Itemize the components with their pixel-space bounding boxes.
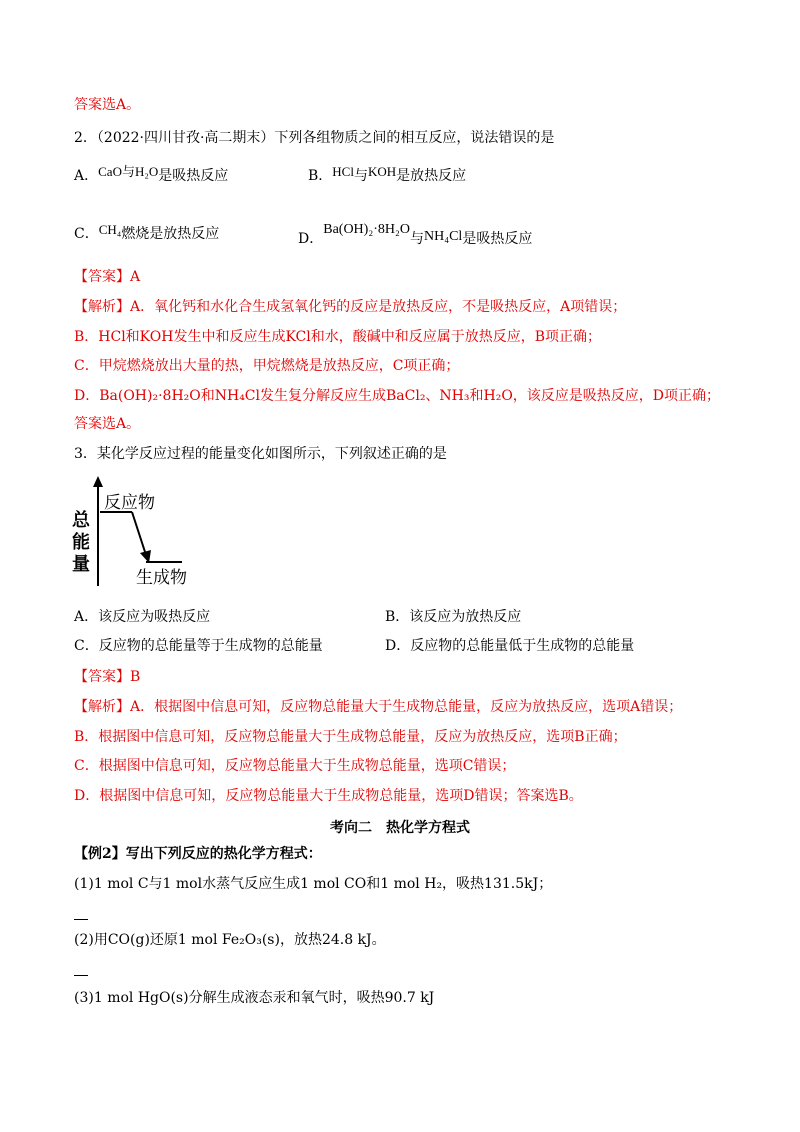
q2-explanation-4: D．Ba(OH)₂·8H₂O和NH₄Cl发生复分解反应生成BaCl₂、NH₃和H₂O，该反应是吸热反应，D项正确； — [74, 388, 721, 404]
q3-explanation-4: D．根据图中信息可知，反应物总能量大于生成物总能量，选项D错误；答案选B。 — [74, 788, 583, 804]
nh4cl-formula: NH₄Cl — [423, 229, 463, 244]
option-d-text: 是吸热反应 — [462, 231, 533, 247]
ch4-formula: CH₄ — [98, 222, 122, 237]
koh-formula: KOH — [367, 164, 397, 179]
h2o-formula: H₂O — [134, 164, 159, 179]
product-label: 生成物 — [136, 568, 187, 588]
option-c-label: C． — [74, 226, 99, 242]
q2-option-b[interactable] — [308, 162, 466, 186]
q3-answer: 【答案】B — [74, 669, 141, 685]
q3-option-b[interactable]: B．该反应为放热反应 — [385, 609, 522, 625]
section-heading: 考向二 热化学方程式 — [330, 820, 470, 836]
q2-conclusion: 答案选A。 — [74, 416, 141, 432]
option-b-label: B． — [308, 168, 333, 184]
q2-option-c[interactable] — [74, 220, 219, 244]
option-d-label: D． — [298, 231, 324, 247]
q2-option-a[interactable] — [74, 162, 228, 186]
hcl-formula: HCl — [332, 164, 354, 179]
example-2-item-1: (1)1 mol C与1 mol水蒸气反应生成1 mol CO和1 mol H₂，吸热131.5kJ； — [74, 876, 553, 892]
example-2-item-3: (3)1 mol HgO(s)分解生成液态汞和氧气时，吸热90.7 kJ — [74, 990, 435, 1006]
q3-explanation-2: B．根据图中信息可知，反应物总能量大于生成物总能量，反应为放热反应，选项B正确； — [74, 729, 627, 745]
q2-explanation-3: C．甲烷燃烧放出大量的热，甲烷燃烧是放热反应，C项正确； — [74, 358, 460, 374]
q3-option-c[interactable]: C．反应物的总能量等于生成物的总能量 — [74, 638, 323, 654]
with-text: 与 — [353, 168, 368, 184]
with-text: 与 — [121, 164, 135, 179]
option-a-label: A． — [74, 168, 99, 184]
y-label-char-1: 总 — [72, 510, 90, 531]
q2-answer: 【答案】A — [74, 269, 141, 285]
y-axis-arrowhead — [93, 476, 103, 487]
reaction-arrow — [132, 512, 146, 555]
y-label-char-2: 能 — [72, 532, 90, 553]
q2-explanation-2: B．HCl和KOH发生中和反应生成KCl和水，酸碱中和反应属于放热反应，B项正确； — [74, 329, 602, 345]
example-2-title: 【例2】写出下列反应的热化学方程式： — [74, 846, 322, 862]
option-c-text: 燃烧是放热反应 — [121, 226, 220, 242]
q3-explanation-3: C．根据图中信息可知，反应物总能量大于生成物总能量，选项C错误； — [74, 758, 516, 774]
energy-diagram — [70, 470, 210, 590]
option-b-text: 是放热反应 — [396, 168, 467, 184]
answer-blank-1[interactable] — [74, 919, 88, 920]
q2-title: 2．（2022·四川甘孜·高二期末）下列各组物质之间的相互反应，说法错误的是 — [74, 130, 555, 146]
answer-blank-2[interactable] — [74, 975, 88, 976]
q3-title: 3．某化学反应过程的能量变化如图所示，下列叙述正确的是 — [74, 446, 447, 462]
example-2-item-2: (2)用CO(g)还原1 mol Fe₂O₃(s)，放热24.8 kJ。 — [74, 932, 386, 948]
y-label-char-3: 量 — [72, 554, 90, 575]
q2-explanation-1: 【解析】A．氧化钙和水化合生成氢氧化钙的反应是放热反应，不是吸热反应，A项错误； — [74, 299, 627, 315]
previous-answer: 答案选A。 — [74, 97, 141, 113]
cao-formula: CaO — [98, 164, 122, 179]
q3-explanation-1: 【解析】A．根据图中信息可知，反应物总能量大于生成物总能量，反应为放热反应，选项A错误； — [74, 699, 683, 715]
q2-option-d[interactable] — [298, 220, 532, 249]
baoh2-formula: Ba(OH)₂·8H₂O — [323, 222, 410, 237]
q3-option-d[interactable]: D．反应物的总能量低于生成物的总能量 — [385, 638, 635, 654]
with-text: 与 — [409, 231, 424, 247]
reactant-label: 反应物 — [104, 493, 155, 513]
option-a-text: 是吸热反应 — [158, 168, 229, 184]
q3-option-a[interactable]: A．该反应为吸热反应 — [74, 609, 211, 625]
